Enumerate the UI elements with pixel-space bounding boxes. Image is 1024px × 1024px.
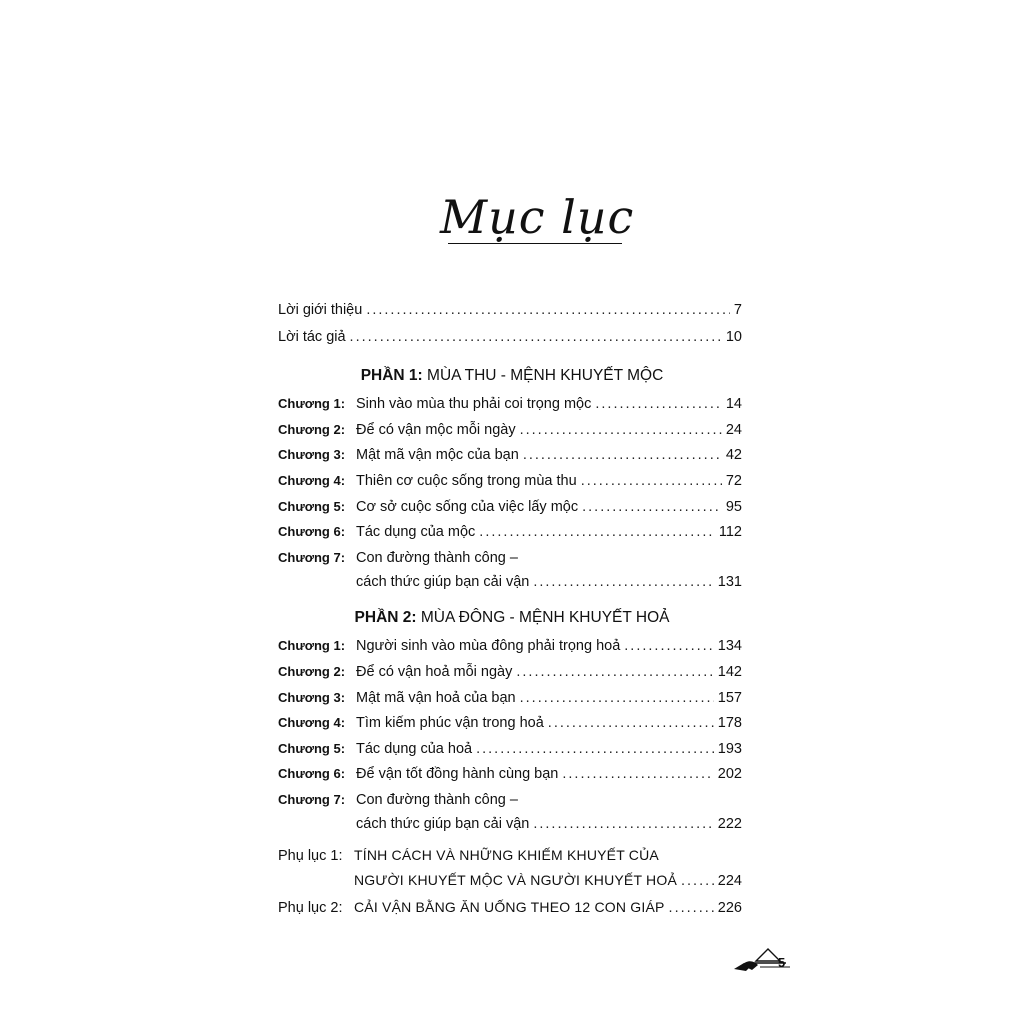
leader-dots (582, 499, 722, 515)
toc-title: Mục lục (440, 190, 635, 244)
appendix-2[interactable]: Phụ lục 2: CẢI VẬN BẰNG ĂN UỐNG THEO 12 CON GIÁP ..... 226 (278, 899, 742, 921)
part2-chapter-4[interactable]: Chương 4: Tìm kiếm phúc vận trong hoả ..... 178 (278, 715, 742, 737)
appendix-1[interactable]: Phụ lục 1: TÍNH CÁCH VÀ NHỮNG KHIẾM KHUYẾT CỦA (278, 847, 659, 864)
part2-chapter-1[interactable]: Chương 1: Người sinh vào mùa đông phải trọng hoả ..... 134 (278, 638, 742, 660)
part2-chapter-6[interactable]: Chương 6: Để vận tốt đồng hành cùng bạn ..... 202 (278, 766, 742, 788)
part1-heading: PHẦN 1: MÙA THU - MỆNH KHUYẾT MỘC (360, 367, 664, 384)
part1-chapter-3[interactable]: Chương 3: Mật mã vận mộc của bạn ..... 42 (278, 447, 742, 469)
leader-dots (533, 574, 713, 590)
leader-dots (562, 766, 713, 782)
leader-dots (516, 664, 713, 680)
leader-dots (523, 447, 722, 463)
toc-entry-author[interactable]: Lời tác giả ..... 10 (278, 329, 742, 351)
leader-dots (533, 816, 713, 832)
part1-chapter-2[interactable]: Chương 2: Để có vận mộc mỗi ngày ..... 24 (278, 422, 742, 444)
part1-chapter-5[interactable]: Chương 5: Cơ sở cuộc sống của việc lấy mộc ..... 95 (278, 499, 742, 521)
leader-dots (581, 473, 722, 489)
part2-heading: PHẦN 2: MÙA ĐÔNG - MỆNH KHUYẾT HOẢ (354, 609, 670, 626)
leader-dots (595, 396, 722, 412)
part2-chapter-7[interactable]: Chương 7: Con đường thành công – (278, 792, 518, 808)
part1-chapter-7-cont[interactable]: cách thức giúp bạn cải vận ..... 131 (356, 574, 742, 596)
toc-entry-intro[interactable]: Lời giới thiệu ..... 7 (278, 302, 742, 324)
page-number: 5 (778, 955, 786, 970)
part1-chapter-7[interactable]: Chương 7: Con đường thành công – (278, 550, 518, 566)
leader-dots (479, 524, 715, 540)
title-underline (448, 243, 622, 244)
part2-chapter-2[interactable]: Chương 2: Để có vận hoả mỗi ngày ..... 142 (278, 664, 742, 686)
leader-dots (681, 873, 714, 889)
leader-dots (366, 302, 730, 318)
part1-chapter-1[interactable]: Chương 1: Sinh vào mùa thu phải coi trọng mộc ..... 14 (278, 396, 742, 418)
part2-chapter-5[interactable]: Chương 5: Tác dụng của hoả ..... 193 (278, 741, 742, 763)
part2-chapter-3[interactable]: Chương 3: Mật mã vận hoả của bạn ..... 157 (278, 690, 742, 712)
leader-dots (624, 638, 714, 654)
part2-chapter-7-cont[interactable]: cách thức giúp bạn cải vận ..... 222 (356, 816, 742, 838)
leader-dots (476, 741, 714, 757)
leader-dots (350, 329, 722, 345)
part1-chapter-6[interactable]: Chương 6: Tác dụng của mộc ..... 112 (278, 524, 742, 546)
leader-dots (520, 690, 714, 706)
leader-dots (548, 715, 714, 731)
hat-ornament-icon (730, 943, 810, 975)
part1-chapter-4[interactable]: Chương 4: Thiên cơ cuộc sống trong mùa thu ..... 72 (278, 473, 742, 495)
appendix-1-cont[interactable]: NGƯỜI KHUYẾT MỘC VÀ NGƯỜI KHUYẾT HOẢ ..... 224 (354, 872, 742, 894)
leader-dots (520, 422, 722, 438)
leader-dots (669, 900, 714, 916)
